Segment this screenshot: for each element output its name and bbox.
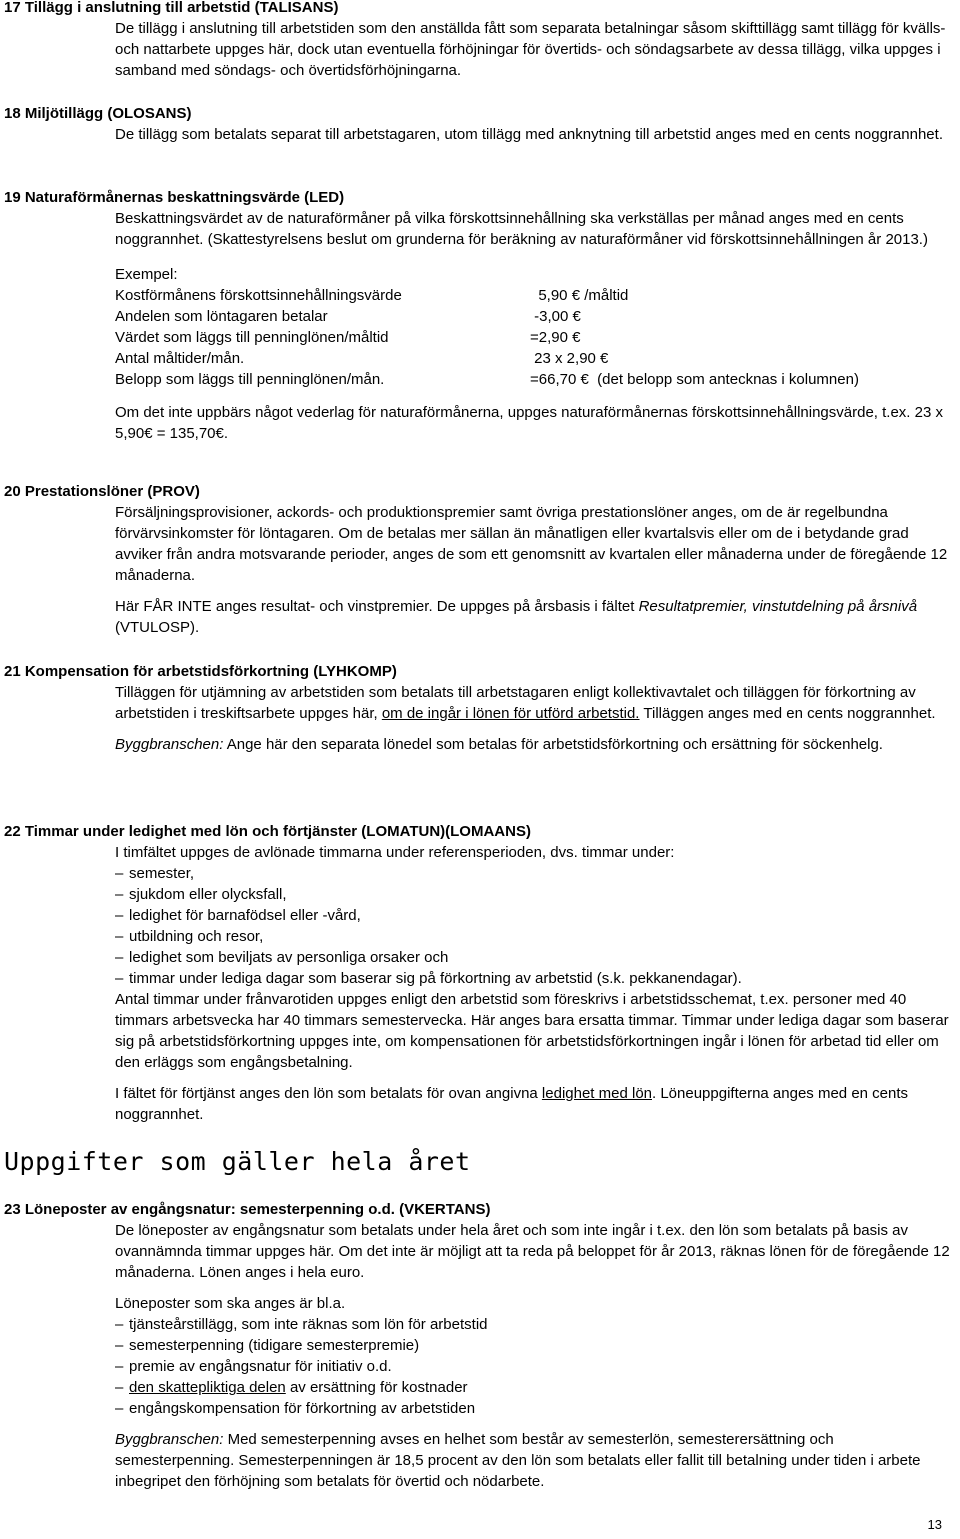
section-20-body [115, 502, 956, 638]
section-20-p2-text: Här FÅR INTE anges resultat- och vinstpremier. De uppges på årsbasis i fältet [115, 598, 639, 615]
section-21-heading: 21 Kompensation för arbetstidsförkortning (LYHKOMP) [4, 663, 397, 680]
example-row-value: =2,90 € [530, 329, 581, 346]
example-row-label: Antal måltider/mån. [115, 350, 245, 367]
section-23-body [115, 1220, 956, 1492]
section-18-body [115, 124, 956, 145]
section-20-p2 [115, 596, 956, 638]
section-22-body [115, 842, 956, 1125]
list-item: – premie av engångsnatur för initiativ o.d. [115, 1358, 392, 1375]
section-22-p3-tail: . Löneuppgifterna anges med en cents noggrannhet. [115, 1085, 909, 1123]
list-item: – utbildning och resor, [115, 928, 264, 945]
list-item: – engångskompensation för förkortning av arbetstiden [115, 1400, 476, 1417]
branch-label: Byggbranschen: [115, 736, 224, 753]
section-20-heading: 20 Prestationslöner (PROV) [4, 483, 200, 500]
branch-label: Byggbranschen: [115, 1431, 224, 1448]
example-row [115, 306, 956, 327]
section-19-heading: 19 Naturaförmånernas beskattningsvärde (LED) [4, 189, 345, 206]
section-22-p2: Antal timmar under frånvarotiden uppges enligt den arbetstid som föreskrivs i arbetstidsschemat, t.ex. personer med 40 timmars arbetsvecka har 40 timmars semestervecka. Här anges bara ersatta timmar. Timmar under lediga dagar som baserar sig på arbetstidsförkortning uppges inte, om kompensationen för arbetstidsförkortningen ingår i lönen för arbetad tid eller om den erläggs som engångsbetalning. [115, 991, 949, 1071]
section-22-intro: I timfältet uppges de avlönade timmarna under referensperioden, dvs. timmar under: [115, 844, 675, 861]
section-21-p2 [115, 734, 956, 755]
absence-list [115, 863, 956, 989]
page-title: Uppgifter som gäller hela året [4, 1147, 471, 1176]
example-row-value: =66,70 € (det belopp som antecknas i kolumnen) [530, 371, 859, 388]
section-22 [4, 822, 956, 1125]
section-17 [4, 0, 956, 81]
section-22-p3-text: I fältet för förtjänst anges den lön som betalats för ovan angivna [115, 1085, 542, 1102]
section-23-p3-text: Med semesterpenning avses en helhet som består av semesterlön, semesterersättning och semesterpenning. Semesterpenningen är 18,5 procent av den lön som betalats eller fallit till betalning under tiden i arbete inbegripet den förhöjning som betalats för övertid och nödarbete. [115, 1431, 921, 1490]
section-20-p2-code: (VTULOSP). [115, 619, 200, 636]
section-21-body [115, 682, 956, 755]
example-label: Exempel: [115, 266, 178, 283]
example-row [115, 348, 956, 369]
page-number: 13 [927, 1517, 942, 1532]
list-item: – den skattepliktiga delen av ersättning för kostnader [115, 1379, 468, 1396]
salary-items-list [115, 1314, 956, 1419]
section-18-text: De tillägg som betalats separat till arbetstagaren, utom tillägg med anknytning till arbetstid anges med en cents noggrannhet. [115, 126, 943, 143]
section-18 [4, 104, 956, 145]
example-row-label: Värdet som läggs till penninglönen/måltid [115, 329, 389, 346]
list-item: – semesterpenning (tidigare semesterpremie) [115, 1337, 420, 1354]
section-23-p3 [115, 1429, 956, 1492]
list-item-text: timmar under lediga dagar som baserar sig på förkortning av arbetstid (s.k. pekkanendagar). [129, 970, 742, 987]
list-item: – semester, [115, 865, 195, 882]
section-20-p1: Försäljningsprovisioner, ackords- och produktionspremier samt övriga prestationslöner anges, om de är regelbundna förvärvsinkomster för löntagaren. Om de betalas mer sällan än månatligen eller kvartalsvis eller om de i betydande grad avviker från andra motsvarande perioder, anges de som ett genomsnitt av kvartalen eller månaderna under de föregående 12 månaderna. [115, 504, 948, 584]
list-item-text: utbildning och resor, [129, 928, 264, 945]
list-item-text: engångskompensation för förkortning av arbetstiden [129, 1400, 476, 1417]
example-row-label: Belopp som läggs till penninglönen/mån. [115, 371, 385, 388]
section-17-heading: 17 Tillägg i anslutning till arbetstid (TALISANS) [4, 0, 339, 16]
list-item: – ledighet för barnafödsel eller -vård, [115, 907, 361, 924]
section-22-heading: 22 Timmar under ledighet med lön och förtjänster (LOMATUN)(LOMAANS) [4, 823, 531, 840]
underlined-condition: om de ingår i lönen för utförd arbetstid. [381, 705, 640, 722]
example-row [115, 369, 956, 390]
section-17-text: De tillägg i anslutning till arbetstiden som den anställda fått som separata betalningar såsom skifttillägg samt tillägg för kvälls- och nattarbete uppges här, dock utan eventuella förhöjningar för övertids- och söndagsarbete av dessa tillägg, vilka uppges i samband med söndags- och övertidsförhöjningarna. [115, 20, 946, 79]
section-20 [4, 482, 956, 638]
section-19 [4, 188, 956, 444]
list-item: – sjukdom eller olycksfall, [115, 886, 287, 903]
list-item-text: sjukdom eller olycksfall, [129, 886, 287, 903]
list-item-text: semester, [129, 865, 195, 882]
example-row [115, 327, 956, 348]
section-21-p1 [115, 682, 956, 724]
underlined-term: ledighet med lön [541, 1085, 652, 1102]
section-17-body [115, 18, 956, 81]
section-23 [4, 1200, 956, 1492]
list-item-underlined: den skattepliktiga delen [129, 1379, 286, 1396]
section-22-p3 [115, 1083, 956, 1125]
list-item: – tjänsteårstillägg, som inte räknas som lön för arbetstid [115, 1316, 488, 1333]
section-21-p1-text: Tilläggen för utjämning av arbetstiden som betalats till arbetstagaren enligt kollektivavtalet och tilläggen för förkortning av arbetstiden i treskiftsarbete uppges här, [115, 684, 916, 722]
section-19-text: Beskattningsvärdet av de naturaförmåner på vilka förskottsinnehållning ska verkställas per månad anges med en cents noggrannhet. (Skattestyrelsens beslut om grunderna för beräkning av naturaförmåner vid förskottsinnehållningen år 2013.) [115, 210, 928, 248]
section-23-p1: De löneposter av engångsnatur som betalats under hela året och som inte ingår i t.ex. den lön som betalats på basis av ovannämnda timmar uppges här. Om det inte är möjligt att ta reda på beloppet för år 2013, räknas lönen för de föregående 12 månaderna. Lönen anges i hela euro. [115, 1222, 950, 1281]
section-21-p2-text: Ange här den separata lönedel som betalas för arbetstidsförkortning och ersättning för söckenhelg. [223, 736, 883, 753]
list-item-text: semesterpenning (tidigare semesterpremie) [129, 1337, 420, 1354]
example-row-value: 5,90 € /måltid [530, 287, 629, 304]
example-row-value: -3,00 € [530, 308, 581, 325]
list-item: – timmar under lediga dagar som baserar sig på förkortning av arbetstid (s.k. pekkanendagar). [115, 970, 742, 987]
example-row-label: Kostförmånens förskottsinnehållningsvärde [115, 287, 402, 304]
list-item-text: tjänsteårstillägg, som inte räknas som lön för arbetstid [129, 1316, 488, 1333]
list-item: – ledighet som beviljats av personliga orsaker och [115, 949, 449, 966]
example-row-label: Andelen som löntagaren betalar [115, 308, 328, 325]
list-item-text: premie av engångsnatur för initiativ o.d. [129, 1358, 392, 1375]
section-21 [4, 662, 956, 755]
section-19-note: Om det inte uppbärs något vederlag för naturaförmånerna, uppges naturaförmånernas förskottsinnehållningsvärde, t.ex. 23 x 5,90€ = 135,70€. [115, 404, 943, 442]
section-23-list-intro: Löneposter som ska anges är bl.a. [115, 1295, 346, 1312]
list-item-text: ledighet för barnafödsel eller -vård, [129, 907, 361, 924]
section-23-heading: 23 Löneposter av engångsnatur: semesterpenning o.d. (VKERTANS) [4, 1201, 491, 1218]
section-18-heading: 18 Miljötillägg (OLOSANS) [4, 105, 192, 122]
example-row-value: 23 x 2,90 € [530, 350, 609, 367]
example-row [115, 285, 956, 306]
list-item-text: av ersättning för kostnader [285, 1379, 468, 1396]
field-reference: Resultatpremier, vinstutdelning på årsnivå [638, 598, 918, 615]
section-19-body [115, 208, 956, 444]
section-21-p1-tail: Tilläggen anges med en cents noggrannhet. [639, 705, 936, 722]
list-item-text: ledighet som beviljats av personliga orsaker och [129, 949, 449, 966]
